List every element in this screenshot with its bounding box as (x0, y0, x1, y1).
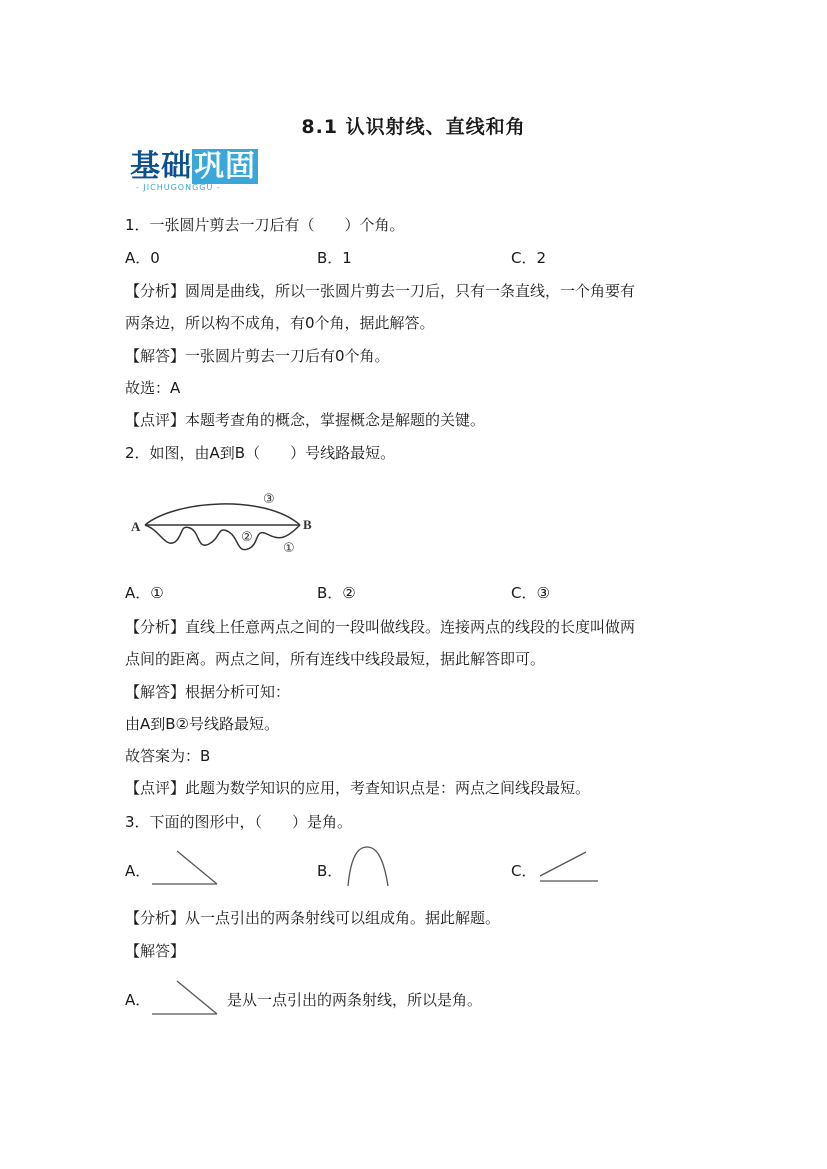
figure-label-b: B (303, 517, 312, 532)
q2-option-c: C．③ (511, 584, 550, 602)
q1-option-a: A．0 (125, 249, 160, 267)
q3-option-c-lines (536, 848, 602, 884)
q2-stem: 2．如图，由A到B（ ）号线路最短。 (125, 444, 396, 462)
q3-option-c-label: C． (511, 862, 537, 880)
q2-analysis-line2: 点间的距离。两点之间，所有连线中线段最短，据此解答即可。 (125, 650, 546, 668)
q3-option-a-label: A． (125, 862, 151, 880)
q1-analysis-line2: 两条边，所以构不成角，有0个角，据此解答。 (125, 314, 435, 332)
q1-stem: 1．一张圆片剪去一刀后有（ ）个角。 (125, 216, 405, 234)
section-logo (130, 150, 276, 192)
q3-stem: 3．下面的图形中，（ ）是角。 (125, 813, 353, 831)
figure-label-3: ③ (263, 492, 275, 507)
q3-answer-prefix: A． (125, 991, 151, 1009)
q2-answer-line: 由A到B②号线路最短。 (125, 715, 279, 733)
q2-route-figure (125, 480, 325, 560)
figure-label-2: ② (241, 530, 253, 545)
q1-analysis-line1: 【分析】圆周是曲线，所以一张圆片剪去一刀后，只有一条直线，一个角要有 (125, 282, 636, 300)
q3-answer-head: 【解答】 (125, 942, 186, 960)
q2-analysis-line1: 【分析】直线上任意两点之间的一段叫做线段。连接两点的线段的长度叫做两 (125, 618, 636, 636)
figure-label-a: A (131, 519, 141, 534)
q1-choice: 故选：A (125, 379, 181, 397)
page-title: 8.1 认识射线、直线和角 (301, 116, 526, 138)
q2-option-a: A．① (125, 584, 164, 602)
figure-label-1: ① (283, 541, 295, 556)
q2-choice: 故答案为：B (125, 747, 211, 765)
q3-option-b-label: B． (317, 862, 343, 880)
route-1-curve (145, 525, 300, 550)
q1-option-b: B．1 (317, 249, 352, 267)
q3-option-b-arc (343, 844, 393, 888)
q1-option-c: C．2 (511, 249, 547, 267)
q2-answer-head: 【解答】根据分析可知： (125, 683, 291, 701)
logo-text-part2: 巩固 (194, 149, 256, 184)
q1-answer: 【解答】一张圆片剪去一刀后有0个角。 (125, 347, 390, 365)
route-3-arc (145, 504, 300, 525)
q3-analysis: 【分析】从一点引出的两条射线可以组成角。据此解题。 (125, 909, 501, 927)
logo-text-part1: 基础 (130, 149, 192, 184)
q2-option-b: B．② (317, 584, 356, 602)
logo-subtitle: - JICHUGONGGU - (136, 183, 221, 192)
q3-answer-angle (150, 978, 220, 1018)
q2-comment: 【点评】此题为数学知识的应用，考查知识点是：两点之间线段最短。 (125, 779, 591, 797)
q1-comment: 【点评】本题考查角的概念，掌握概念是解题的关键。 (125, 411, 486, 429)
q3-option-a-angle (150, 848, 220, 888)
q3-answer-text: 是从一点引出的两条射线，所以是角。 (227, 991, 483, 1009)
